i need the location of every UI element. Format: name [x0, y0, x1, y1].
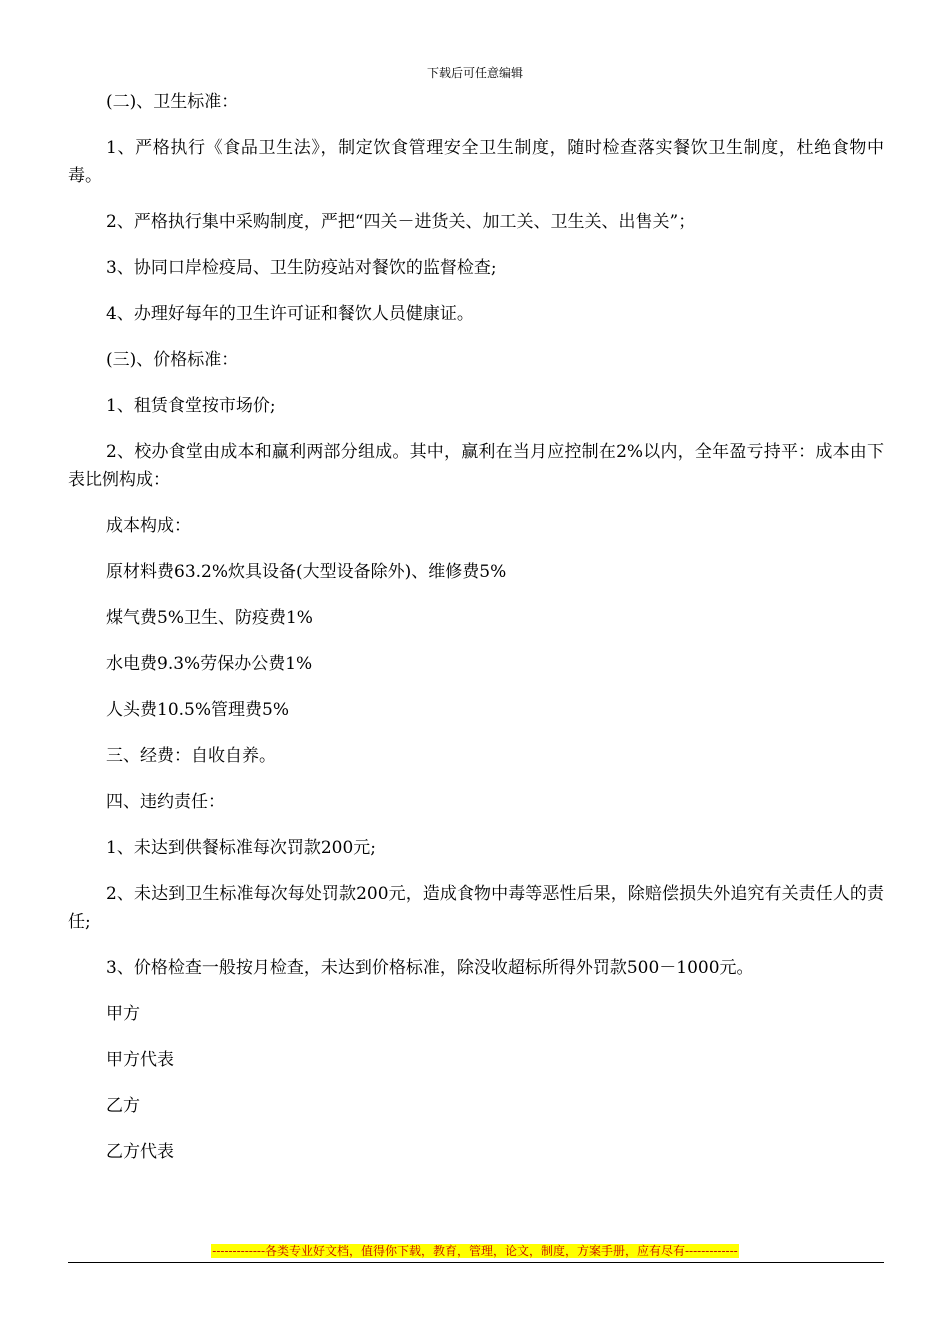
footer-banner [0, 1243, 950, 1259]
footer-divider [68, 1262, 884, 1263]
cost-line-2: 煤气费5%卫生、防疫费1% [106, 608, 313, 628]
section-heading-price: (三)、价格标准： [106, 350, 239, 370]
liability-item-2: 2、未达到卫生标准每次每处罚款200元，造成食物中毒等恶性后果，除赔偿损失外追究有关责任人的责任; [68, 884, 884, 932]
cost-line-1: 原材料费63.2%炊具设备(大型设备除外)、维修费5% [106, 562, 507, 582]
party-b-representative: 乙方代表 [106, 1142, 174, 1162]
price-item-1: 1、租赁食堂按市场价; [106, 396, 276, 416]
footer-banner-text: -------------各类专业好文档，值得你下载，教育，管理，论文，制度，方案手册，应有尽有------------- [212, 1244, 738, 1258]
header-note: 下载后可任意编辑 [426, 66, 523, 80]
liability-item-3: 3、价格检查一般按月检查，未达到价格标准，除没收超标所得外罚款500－1000元。 [106, 958, 754, 978]
section-heading-liability: 四、违约责任： [106, 792, 225, 812]
party-a-representative: 甲方代表 [106, 1050, 174, 1070]
document-body [68, 88, 884, 1184]
cost-heading: 成本构成： [106, 516, 191, 536]
section-heading-funding: 三、经费：自收自养。 [106, 746, 276, 766]
price-item-2: 2、校办食堂由成本和赢利两部分组成。其中，赢利在当月应控制在2%以内，全年盈亏持平：成本由下表比例构成： [68, 442, 884, 490]
cost-line-3: 水电费9.3%劳保办公费1% [106, 654, 313, 674]
section-heading-hygiene: (二)、卫生标准： [106, 92, 239, 112]
cost-line-4: 人头费10.5%管理费5% [106, 700, 289, 720]
hygiene-item-3: 3、协同口岸检疫局、卫生防疫站对餐饮的监督检查; [106, 258, 497, 278]
hygiene-item-1: 1、严格执行《食品卫生法》，制定饮食管理安全卫生制度，随时检查落实餐饮卫生制度，杜绝食物中毒。 [68, 138, 884, 186]
hygiene-item-2: 2、严格执行集中采购制度，严把“四关－进货关、加工关、卫生关、出售关”； [106, 212, 696, 232]
liability-item-1: 1、未达到供餐标准每次罚款200元; [106, 838, 376, 858]
party-b: 乙方 [106, 1096, 140, 1116]
hygiene-item-4: 4、办理好每年的卫生许可证和餐饮人员健康证。 [106, 304, 474, 324]
party-a: 甲方 [106, 1004, 140, 1024]
